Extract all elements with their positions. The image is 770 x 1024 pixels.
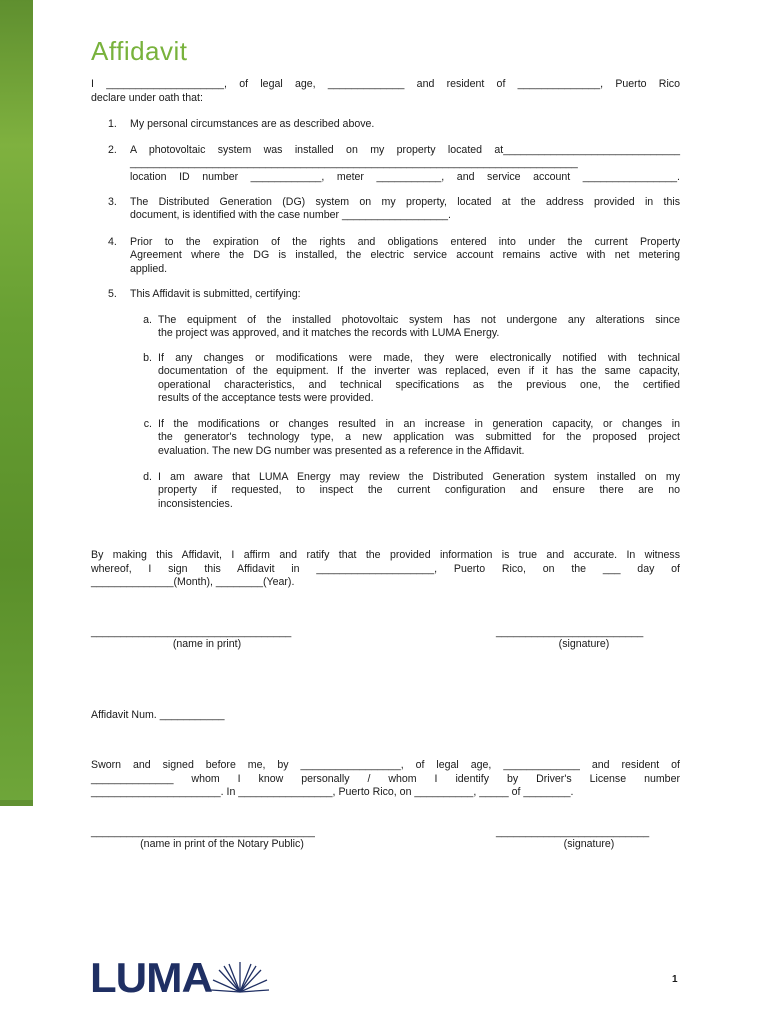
sub-list-item — [158, 418, 680, 458]
notary-name-field[interactable] — [91, 826, 353, 850]
notary-signature-label: (signature) — [563, 838, 615, 850]
item-line: A photovoltaic system was installed on my property located at______________________________ — [130, 144, 680, 156]
subitem-line: documentation of the equipment. If the inverter was replaced, even if it has the same capacity, — [158, 365, 680, 378]
item-number: 4. — [108, 236, 117, 248]
page-title: Affidavit — [91, 36, 188, 66]
notary-signature-line: __________________________ — [496, 826, 650, 838]
list-item — [130, 236, 680, 276]
item-line: Prior to the expiration of the rights and obligations entered into under the current Property — [130, 236, 680, 248]
item-line: applied. — [130, 262, 168, 275]
affidavit-number-field[interactable]: Affidavit Num. ___________ — [91, 709, 225, 721]
sub-list-item — [158, 314, 680, 341]
sworn-line-3: ______________________. In ________________, Puerto Rico, on __________, _____ of ________. — [91, 786, 574, 799]
subitem-line: the project was approved, and it matches the records with LUMA Energy. — [158, 327, 500, 340]
subitem-line: I am aware that LUMA Energy may review the Distributed Generation system installed on my — [158, 471, 680, 483]
subitem-letter: d. — [143, 471, 152, 483]
name-in-print-field[interactable] — [91, 626, 323, 650]
item-line: This Affidavit is submitted, certifying: — [130, 288, 301, 300]
subitem-line: inconsistencies. — [158, 497, 233, 510]
signature-field[interactable] — [496, 626, 672, 650]
signature-line: _________________________ — [496, 626, 644, 638]
subitem-letter: a. — [143, 314, 152, 326]
subitem-line: If the modifications or changes resulted in an increase in generation capacity, or changes in — [158, 418, 680, 430]
name-in-print-line: __________________________________ — [91, 626, 292, 638]
subitem-line: operational characteristics, and technical specifications as the previous one, the certified — [158, 378, 680, 391]
subitem-line: If any changes or modifications were made, they were electronically notified with technical — [158, 352, 680, 364]
notary-name-line: ______________________________________ — [91, 826, 315, 838]
list-item — [130, 288, 680, 301]
sub-list-item — [158, 471, 680, 511]
luma-logo — [90, 958, 270, 998]
item-line: document, is identified with the case number __________________. — [130, 209, 451, 222]
signature-label: (signature) — [558, 638, 610, 650]
sworn-line-2: ______________ whom I know personally / whom I identify by Driver's License number — [91, 772, 680, 785]
sub-list-item — [158, 352, 680, 406]
item-number: 1. — [108, 118, 117, 130]
name-in-print-label: (name in print) — [172, 638, 242, 650]
subitem-line: results of the acceptance tests were provided. — [158, 392, 374, 405]
luma-logo-text: LUMA — [90, 958, 213, 998]
item-number: 5. — [108, 288, 117, 300]
affirm-line-1: By making this Affidavit, I affirm and ratify that the provided information is true and accurate. In witness — [91, 549, 680, 561]
list-item — [130, 118, 680, 131]
intro-line-1: I ____________________, of legal age, _____________ and resident of ______________, Puerto Rico — [91, 78, 680, 90]
intro-paragraph — [91, 78, 680, 105]
sworn-line-1: Sworn and signed before me, by _________________, of legal age, _____________ and resident of — [91, 759, 680, 771]
notary-signature-field[interactable] — [496, 826, 682, 850]
item-line: ____________________________________________________________________________ — [130, 157, 578, 170]
item-line: location ID number ____________, meter ___________, and service account ________________. — [130, 170, 680, 183]
intro-line-2: declare under oath that: — [91, 91, 203, 104]
subitem-line: evaluation. The new DG number was presented as a reference in the Affidavit. — [158, 444, 525, 457]
green-sidebar-bar — [0, 0, 33, 806]
list-item — [130, 196, 680, 223]
sworn-paragraph — [91, 759, 680, 800]
subitem-line: the generator's technology type, a new application was submitted for the proposed project — [158, 431, 680, 444]
subitem-letter: c. — [143, 418, 152, 430]
item-number: 3. — [108, 196, 117, 208]
subitem-letter: b. — [143, 352, 152, 364]
subitem-line: The equipment of the installed photovoltaic system has not undergone any alterations since — [158, 314, 680, 326]
notary-name-label: (name in print of the Notary Public) — [140, 838, 304, 850]
affirmation-paragraph — [91, 549, 680, 590]
item-line: My personal circumstances are as described above. — [130, 118, 375, 130]
affirm-line-3: ______________(Month), ________(Year). — [91, 576, 295, 589]
page-number: 1 — [672, 974, 678, 985]
subitem-line: property if requested, to inspect the current configuration and ensure there are no — [158, 484, 680, 497]
item-line: The Distributed Generation (DG) system on my property, located at the address provided in this — [130, 196, 680, 208]
list-item — [130, 144, 680, 184]
sunburst-icon — [211, 962, 269, 992]
item-line: Agreement where the DG is installed, the electric service account remains active with net metering — [130, 249, 680, 262]
item-number: 2. — [108, 144, 117, 156]
affirm-line-2: whereof, I sign this Affidavit in ____________________, Puerto Rico, on the ___ day of — [91, 562, 680, 575]
